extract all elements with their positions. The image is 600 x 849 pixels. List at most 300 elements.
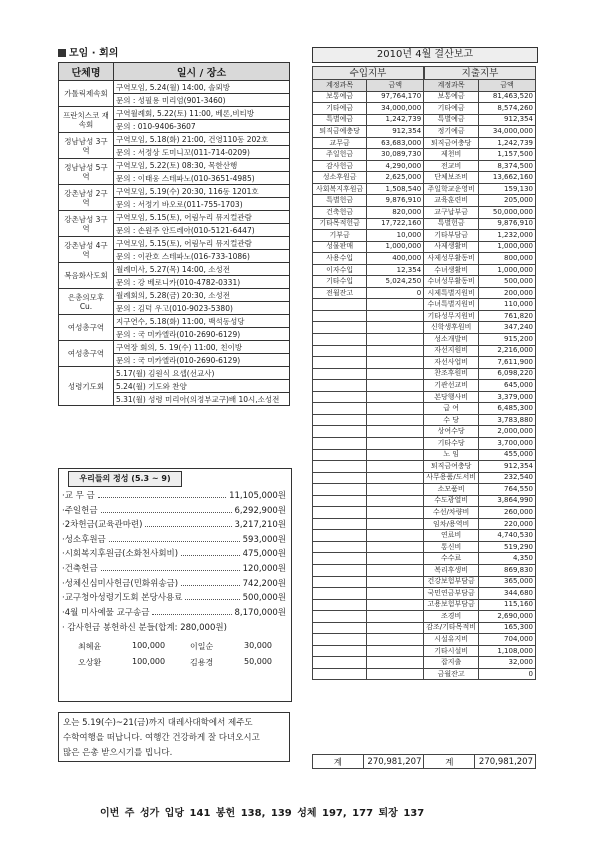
income-header: 수입지부 bbox=[312, 66, 424, 80]
meeting-row bbox=[59, 159, 290, 172]
income-account bbox=[313, 553, 367, 565]
expense-amount: 13,662,160 bbox=[479, 172, 536, 184]
offering-amount: 11,105,000원 bbox=[229, 491, 286, 501]
finance-table bbox=[312, 79, 536, 680]
finance-row bbox=[313, 345, 536, 357]
expense-amount: 34,000,000 bbox=[479, 126, 536, 138]
meeting-info-line: 구역모임, 5.15(토), 어림누리 뮤지컬관람 bbox=[114, 237, 290, 250]
hymn-numbers: 이번 주 성가 입당 141 봉헌 138, 139 성체 197, 177 퇴장 137 bbox=[100, 808, 425, 819]
expense-account: 건강보험부담금 bbox=[424, 576, 479, 588]
meeting-row bbox=[59, 367, 290, 380]
expense-amount: 220,000 bbox=[479, 518, 536, 530]
expense-account: 노 임 bbox=[424, 449, 479, 461]
expense-account: 급 여 bbox=[424, 403, 479, 415]
expense-account: 조경비 bbox=[424, 611, 479, 623]
meeting-info-line: 구역모임, 5.18(화) 21:00, 건영110동 202호 bbox=[114, 133, 290, 146]
offering-amount: 120,000원 bbox=[242, 564, 286, 574]
expense-amount: 115,160 bbox=[479, 599, 536, 611]
bullet-dot-icon: · bbox=[62, 564, 65, 574]
bullet-dot-icon: · bbox=[62, 491, 65, 501]
expense-amount: 912,354 bbox=[479, 114, 536, 126]
income-amount: 10,000 bbox=[367, 230, 424, 242]
expense-amount: 915,200 bbox=[479, 334, 536, 346]
income-account: 기부금 bbox=[313, 230, 367, 242]
income-account bbox=[313, 599, 367, 611]
income-amount bbox=[367, 622, 424, 634]
income-account bbox=[313, 310, 367, 322]
income-account bbox=[313, 657, 367, 669]
income-amount: 2,625,000 bbox=[367, 172, 424, 184]
finance-row bbox=[313, 518, 536, 530]
income-amount bbox=[367, 553, 424, 565]
income-col-account: 계정과목 bbox=[313, 80, 367, 92]
income-amount: 97,764,170 bbox=[367, 91, 424, 103]
finance-row bbox=[313, 287, 536, 299]
income-amount: 9,876,910 bbox=[367, 195, 424, 207]
finance-row bbox=[313, 322, 536, 334]
expense-col-account: 계정과목 bbox=[424, 80, 479, 92]
income-account bbox=[313, 357, 367, 369]
income-account: 성소후원금 bbox=[313, 172, 367, 184]
expense-account: 사무용품/도서비 bbox=[424, 472, 479, 484]
income-account: 기타수입 bbox=[313, 276, 367, 288]
offering-label: 성체신심미사헌금(민화위송금) bbox=[64, 578, 179, 589]
finance-row bbox=[313, 149, 536, 161]
finance-row bbox=[313, 183, 536, 195]
income-amount bbox=[367, 484, 424, 496]
offering-label: 주일헌금 bbox=[64, 505, 98, 516]
meeting-row bbox=[59, 133, 290, 146]
meeting-row bbox=[59, 341, 290, 354]
income-account bbox=[313, 391, 367, 403]
income-account bbox=[313, 564, 367, 576]
meeting-row bbox=[59, 81, 290, 94]
expense-account: 기관선교비 bbox=[424, 380, 479, 392]
income-amount bbox=[367, 576, 424, 588]
expense-account: 주일학교운영비 bbox=[424, 183, 479, 195]
donor-name: 오상환 bbox=[78, 658, 102, 667]
expense-account: 자선지원비 bbox=[424, 345, 479, 357]
expense-account: 소모품비 bbox=[424, 484, 479, 496]
offering-label: 성소후원금 bbox=[64, 534, 106, 545]
offerings-title: 우리들의 정성 (5.3 ~ 9) bbox=[68, 471, 182, 487]
bullet-dot-icon: · bbox=[62, 578, 65, 589]
finance-row bbox=[313, 437, 536, 449]
meeting-info-line: 문의 : 손원주 안드레아(010-5121-6447) bbox=[114, 224, 290, 237]
offering-label: 2차헌금(교육관마련) bbox=[64, 520, 143, 531]
expense-amount: 2,216,000 bbox=[479, 345, 536, 357]
income-account bbox=[313, 530, 367, 542]
income-amount bbox=[367, 634, 424, 646]
meeting-info-line: 문의 : 강 베로니카(010-4782-0331) bbox=[114, 276, 290, 289]
income-amount bbox=[367, 449, 424, 461]
expense-account: 자선사업비 bbox=[424, 357, 479, 369]
income-account: 전월잔고 bbox=[313, 287, 367, 299]
expense-amount: 32,000 bbox=[479, 657, 536, 669]
bullet-dot-icon: · bbox=[62, 607, 65, 618]
expense-amount: 500,000 bbox=[479, 276, 536, 288]
income-amount: 12,354 bbox=[367, 264, 424, 276]
expense-amount: 347,240 bbox=[479, 322, 536, 334]
meetings-section-title: 모임 · 회의 bbox=[58, 44, 118, 59]
finance-row bbox=[313, 253, 536, 265]
income-account bbox=[313, 368, 367, 380]
income-amount: 4,290,000 bbox=[367, 160, 424, 172]
finance-row bbox=[313, 657, 536, 669]
finance-row bbox=[313, 241, 536, 253]
offering-label: 4월 미사예물 교구송금 bbox=[64, 607, 150, 618]
meeting-group: 여성총구역 bbox=[59, 341, 114, 367]
donor-name: 이일순 bbox=[190, 642, 214, 651]
income-account bbox=[313, 518, 367, 530]
expense-amount: 455,000 bbox=[479, 449, 536, 461]
expense-account: 퇴직금여충당 bbox=[424, 461, 479, 473]
income-amount: 400,000 bbox=[367, 253, 424, 265]
meeting-info-line: 5.24(월) 기도와 찬양 bbox=[114, 380, 290, 393]
income-account: 기타예금 bbox=[313, 103, 367, 115]
expense-amount: 3,700,000 bbox=[479, 437, 536, 449]
income-account bbox=[313, 437, 367, 449]
income-amount bbox=[367, 611, 424, 623]
expense-col-amount: 금액 bbox=[479, 80, 536, 92]
income-account bbox=[313, 588, 367, 600]
expense-account: 기타예금 bbox=[424, 103, 479, 115]
income-amount: 17,722,160 bbox=[367, 218, 424, 230]
finance-row bbox=[313, 495, 536, 507]
expense-account: 수녀성무활동비 bbox=[424, 276, 479, 288]
meeting-group: 정남남성 3구역 bbox=[59, 133, 114, 159]
meeting-group: 프란치스코 재속회 bbox=[59, 107, 114, 133]
meeting-info-line: 문의 : 성필용 미리엄(901-3460) bbox=[114, 94, 290, 107]
donor-name: 김용경 bbox=[190, 658, 214, 667]
finance-row bbox=[313, 553, 536, 565]
meeting-row bbox=[59, 237, 290, 250]
income-account bbox=[313, 403, 367, 415]
offering-item bbox=[62, 504, 286, 516]
finance-row bbox=[313, 449, 536, 461]
meeting-group: 가톨릭제속회 bbox=[59, 81, 114, 107]
income-amount bbox=[367, 657, 424, 669]
meeting-group: 강촌남성 3구역 bbox=[59, 211, 114, 237]
finance-row bbox=[313, 230, 536, 242]
income-amount bbox=[367, 668, 424, 680]
meetings-header-group: 단체명 bbox=[59, 63, 114, 81]
expense-amount: 1,000,000 bbox=[479, 241, 536, 253]
finance-row bbox=[313, 218, 536, 230]
expense-amount: 869,830 bbox=[479, 564, 536, 576]
finance-row bbox=[313, 403, 536, 415]
notice-line: 많은 은총 받으시기를 빕니다. bbox=[63, 748, 173, 758]
meeting-info-line: 월례회의, 5.28(금) 20:30, 소성전 bbox=[114, 289, 290, 302]
finance-total-row bbox=[312, 754, 536, 769]
income-account bbox=[313, 622, 367, 634]
expense-account: 특별예금 bbox=[424, 114, 479, 126]
expense-account: 상여수당 bbox=[424, 426, 479, 438]
income-amount bbox=[367, 588, 424, 600]
meeting-group: 정남남성 5구역 bbox=[59, 159, 114, 185]
expense-amount: 205,000 bbox=[479, 195, 536, 207]
meeting-group: 여성총구역 bbox=[59, 315, 114, 341]
offering-amount: 6,292,900원 bbox=[234, 505, 286, 516]
expense-account: 감조/기타목적비 bbox=[424, 622, 479, 634]
income-account bbox=[313, 484, 367, 496]
income-account: 사용수입 bbox=[313, 253, 367, 265]
expense-total-label: 계 bbox=[424, 755, 475, 769]
leader-dots bbox=[98, 497, 226, 498]
income-amount bbox=[367, 414, 424, 426]
finance-row bbox=[313, 91, 536, 103]
income-amount bbox=[367, 403, 424, 415]
expense-amount: 7,611,900 bbox=[479, 357, 536, 369]
finance-row bbox=[313, 541, 536, 553]
finance-row bbox=[313, 264, 536, 276]
offering-item bbox=[62, 547, 286, 559]
expense-account: 본당행사비 bbox=[424, 391, 479, 403]
meeting-info-line: 지구연수, 5.18(화) 11:00, 백석동성당 bbox=[114, 315, 290, 328]
finance-row bbox=[313, 172, 536, 184]
donor-amount: 50,000 bbox=[244, 657, 272, 666]
leader-dots bbox=[109, 541, 240, 542]
expense-amount: 3,864,990 bbox=[479, 495, 536, 507]
income-account bbox=[313, 507, 367, 519]
meeting-row bbox=[59, 315, 290, 328]
income-account: 보통예금 bbox=[313, 91, 367, 103]
expense-amount: 3,379,000 bbox=[479, 391, 536, 403]
finance-row bbox=[313, 599, 536, 611]
expense-account: 수녀특별지원비 bbox=[424, 299, 479, 311]
income-amount bbox=[367, 530, 424, 542]
income-amount bbox=[367, 357, 424, 369]
finance-row bbox=[313, 576, 536, 588]
income-account: 퇴직금예충당 bbox=[313, 126, 367, 138]
expense-amount: 704,000 bbox=[479, 634, 536, 646]
income-amount bbox=[367, 461, 424, 473]
offering-item bbox=[62, 533, 286, 545]
donor-amount: 100,000 bbox=[132, 657, 166, 666]
finance-section-headers bbox=[312, 66, 536, 80]
meeting-info-line: 구역모임, 5.24(월) 14:00, 솔뫼방 bbox=[114, 81, 290, 94]
finance-row bbox=[313, 645, 536, 657]
income-amount: 1,242,739 bbox=[367, 114, 424, 126]
meeting-info-line: 문의 : 국 미카엘라(010-2690-6129) bbox=[114, 328, 290, 341]
notice-box bbox=[58, 712, 290, 762]
offering-amount: 742,200원 bbox=[242, 578, 286, 589]
expense-amount: 8,374,500 bbox=[479, 160, 536, 172]
income-amount: 1,000,000 bbox=[367, 241, 424, 253]
finance-row bbox=[313, 484, 536, 496]
income-amount bbox=[367, 299, 424, 311]
expense-account: 수녀생활비 bbox=[424, 264, 479, 276]
offering-label: 교구청아성령기도회 본당사용료 bbox=[64, 593, 183, 604]
expense-amount: 764,550 bbox=[479, 484, 536, 496]
expense-amount: 2,690,000 bbox=[479, 611, 536, 623]
expense-amount: 6,485,300 bbox=[479, 403, 536, 415]
finance-row bbox=[313, 126, 536, 138]
finance-row bbox=[313, 426, 536, 438]
square-bullet-icon bbox=[58, 49, 66, 57]
income-account: 주일헌금 bbox=[313, 149, 367, 161]
income-amount bbox=[367, 518, 424, 530]
finance-row bbox=[313, 461, 536, 473]
income-account: 감사헌금 bbox=[313, 160, 367, 172]
expense-account: 보통예금 bbox=[424, 91, 479, 103]
leader-dots bbox=[181, 585, 240, 586]
thanks-title: · 감사헌금 봉헌하신 분들(합계: 280,000원) bbox=[62, 623, 227, 633]
meeting-info-line: 문의 : 서정상 도미니꼬(011-714-0209) bbox=[114, 146, 290, 159]
finance-row bbox=[313, 472, 536, 484]
meeting-info-line: 구역월례회, 5.22(토) 11:00, 베론,비티방 bbox=[114, 107, 290, 120]
income-account bbox=[313, 299, 367, 311]
income-account bbox=[313, 645, 367, 657]
offering-item bbox=[62, 606, 286, 618]
expense-amount: 344,680 bbox=[479, 588, 536, 600]
income-amount bbox=[367, 507, 424, 519]
finance-row bbox=[313, 114, 536, 126]
expense-amount: 2,000,000 bbox=[479, 426, 536, 438]
finance-row bbox=[313, 634, 536, 646]
expense-amount: 761,820 bbox=[479, 310, 536, 322]
finance-row bbox=[313, 310, 536, 322]
income-amount bbox=[367, 322, 424, 334]
finance-row bbox=[313, 195, 536, 207]
finance-row bbox=[313, 391, 536, 403]
expense-account: 국민연금부담금 bbox=[424, 588, 479, 600]
offering-amount: 3,217,210원 bbox=[234, 520, 286, 531]
meeting-info-line: 문의 : 이태웅 스테파노(010-3651-4985) bbox=[114, 172, 290, 185]
income-amount bbox=[367, 368, 424, 380]
expense-account: 잡지출 bbox=[424, 657, 479, 669]
income-total: 270,981,207 bbox=[363, 755, 424, 769]
income-amount: 34,000,000 bbox=[367, 103, 424, 115]
income-account: 특별예금 bbox=[313, 114, 367, 126]
expense-amount: 4,350 bbox=[479, 553, 536, 565]
finance-row bbox=[313, 622, 536, 634]
expense-amount: 165,300 bbox=[479, 622, 536, 634]
income-col-amount: 금액 bbox=[367, 80, 424, 92]
donor-amount: 100,000 bbox=[132, 641, 166, 650]
expense-amount: 3,783,880 bbox=[479, 414, 536, 426]
finance-row bbox=[313, 668, 536, 680]
leader-dots bbox=[101, 512, 232, 513]
income-account bbox=[313, 634, 367, 646]
donor-name: 최혜윤 bbox=[78, 642, 102, 651]
meeting-row bbox=[59, 185, 290, 198]
income-account bbox=[313, 461, 367, 473]
notice-line: 오는 5.19(수)~21(금)까지 대레사대학에서 제주도 bbox=[63, 718, 253, 728]
income-account bbox=[313, 495, 367, 507]
expense-amount: 1,157,500 bbox=[479, 149, 536, 161]
income-amount: 820,000 bbox=[367, 207, 424, 219]
offering-amount: 593,000원 bbox=[242, 534, 286, 545]
income-amount: 30,089,730 bbox=[367, 149, 424, 161]
income-amount bbox=[367, 599, 424, 611]
finance-row bbox=[313, 137, 536, 149]
income-account bbox=[313, 611, 367, 623]
meeting-row bbox=[59, 107, 290, 120]
meeting-group: 복음화사도회 bbox=[59, 263, 114, 289]
income-amount bbox=[367, 564, 424, 576]
income-account bbox=[313, 414, 367, 426]
expense-account: 기타시설비 bbox=[424, 645, 479, 657]
leader-dots bbox=[145, 526, 231, 527]
expense-amount: 519,290 bbox=[479, 541, 536, 553]
meeting-group: 성령기도회 bbox=[59, 367, 114, 406]
expense-amount: 912,354 bbox=[479, 461, 536, 473]
income-amount: 0 bbox=[367, 287, 424, 299]
expense-amount: 1,242,739 bbox=[479, 137, 536, 149]
income-account bbox=[313, 322, 367, 334]
expense-amount: 6,098,220 bbox=[479, 368, 536, 380]
meeting-group: 강촌남성 2구역 bbox=[59, 185, 114, 211]
income-account bbox=[313, 576, 367, 588]
expense-amount: 8,574,260 bbox=[479, 103, 536, 115]
expense-account: 수선/차량비 bbox=[424, 507, 479, 519]
expense-account: 찬조후원비 bbox=[424, 368, 479, 380]
income-account bbox=[313, 380, 367, 392]
offering-amount: 500,000원 bbox=[242, 593, 286, 604]
income-account bbox=[313, 345, 367, 357]
expense-account: 고용보험부담금 bbox=[424, 599, 479, 611]
expense-account: 기타성무지원비 bbox=[424, 310, 479, 322]
meeting-info-line: 문의 : 서정기 바오로(011-755-1703) bbox=[114, 198, 290, 211]
expense-account: 수도광열비 bbox=[424, 495, 479, 507]
expense-amount: 4,740,530 bbox=[479, 530, 536, 542]
offering-label: 교 무 금 bbox=[64, 491, 95, 501]
expense-account: 임차/용역비 bbox=[424, 518, 479, 530]
donor-amount: 30,000 bbox=[244, 641, 272, 650]
income-account: 건축헌금 bbox=[313, 207, 367, 219]
offering-amount: 8,170,000원 bbox=[234, 607, 286, 618]
expense-account: 수수료 bbox=[424, 553, 479, 565]
income-account: 사회복지후원금 bbox=[313, 183, 367, 195]
expense-account: 교육훈련비 bbox=[424, 195, 479, 207]
meeting-row bbox=[59, 211, 290, 224]
leader-dots bbox=[152, 614, 231, 615]
income-account: 교무금 bbox=[313, 137, 367, 149]
income-account: 특별헌금 bbox=[313, 195, 367, 207]
expense-account: 성소개발비 bbox=[424, 334, 479, 346]
expense-amount: 1,232,000 bbox=[479, 230, 536, 242]
income-amount: 912,354 bbox=[367, 126, 424, 138]
expense-account: 금월잔고 bbox=[424, 668, 479, 680]
offering-item bbox=[62, 562, 286, 574]
expense-total: 270,981,207 bbox=[475, 755, 536, 769]
income-account bbox=[313, 449, 367, 461]
expense-header: 지출지부 bbox=[424, 66, 536, 80]
offering-item bbox=[62, 518, 286, 530]
income-account bbox=[313, 541, 367, 553]
expense-account: 기타부담금 bbox=[424, 230, 479, 242]
finance-row bbox=[313, 414, 536, 426]
income-amount: 1,508,540 bbox=[367, 183, 424, 195]
income-account bbox=[313, 668, 367, 680]
income-account bbox=[313, 426, 367, 438]
income-amount bbox=[367, 345, 424, 357]
income-amount bbox=[367, 495, 424, 507]
finance-row bbox=[313, 357, 536, 369]
offering-item bbox=[62, 577, 286, 589]
meeting-info-line: 구역모임, 5.22(토) 08:30, 목한산행 bbox=[114, 159, 290, 172]
expense-amount: 800,000 bbox=[479, 253, 536, 265]
expense-account: 수 당 bbox=[424, 414, 479, 426]
offering-label: 시회복지후원금(소화천사회비) bbox=[64, 549, 179, 560]
expense-amount: 232,540 bbox=[479, 472, 536, 484]
expense-account: 전교비 bbox=[424, 160, 479, 172]
income-account bbox=[313, 472, 367, 484]
offering-amount: 475,000원 bbox=[242, 549, 286, 560]
income-amount: 5,024,250 bbox=[367, 276, 424, 288]
expense-account: 통신비 bbox=[424, 541, 479, 553]
